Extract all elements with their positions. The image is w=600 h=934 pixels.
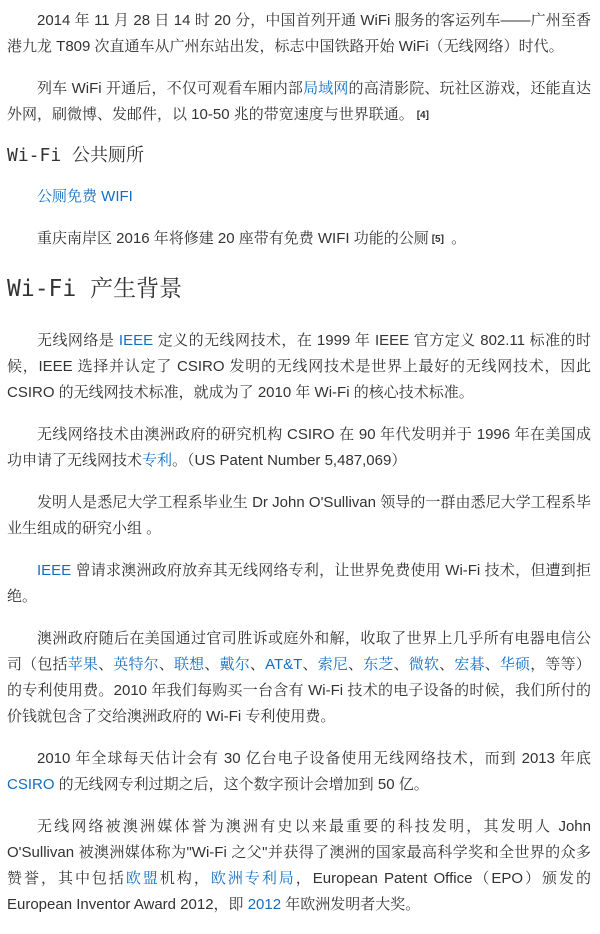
text-run: 、 bbox=[204, 656, 220, 673]
inline-link[interactable]: IEEE bbox=[37, 562, 72, 579]
inline-link[interactable]: 英特尔 bbox=[113, 656, 159, 673]
paragraph-free-wifi-toilet-link bbox=[7, 184, 591, 210]
text-run: 、 bbox=[439, 656, 455, 673]
text-run: 年欧洲发明者大奖。 bbox=[281, 896, 421, 913]
text-run: 澳洲政府随后在美国通过官司胜诉或庭外和解，收取了世界上几乎所有电器电信公司（包括 bbox=[7, 630, 591, 673]
text-run: 、 bbox=[249, 656, 266, 673]
inline-link[interactable]: 2012 bbox=[247, 896, 282, 913]
paragraph-patent-royalties bbox=[7, 626, 591, 730]
inline-link[interactable]: AT&T bbox=[265, 656, 303, 673]
paragraph-csiro-patent bbox=[7, 422, 591, 474]
inline-link[interactable]: 联想 bbox=[174, 656, 205, 673]
text-run: 2014 年 11 月 28 日 14 时 20 分，中国首列开通 WiFi 服务的客运列车——广州至香港九龙 T809 次直通车从广州东站出发，标志中国铁路开始 WiFi（无线网络）时代。 bbox=[7, 12, 591, 55]
section-heading-wifi-background: Wi-Fi 产生背景 bbox=[7, 276, 183, 302]
paragraph-awards bbox=[7, 814, 591, 918]
inline-link[interactable]: 欧盟 bbox=[125, 870, 160, 887]
inline-link[interactable]: 专利 bbox=[142, 452, 173, 469]
text-run: 无线网络是 bbox=[37, 332, 119, 349]
text-run: 、 bbox=[348, 656, 364, 673]
inline-link[interactable]: 华硕 bbox=[499, 656, 531, 673]
text-run: ，European Patent Office（EPO）颁发的 European Inventor Award 2012，即 bbox=[7, 870, 591, 913]
text-run: 、 bbox=[98, 656, 114, 673]
inline-link[interactable]: 宏碁 bbox=[454, 656, 485, 673]
inline-link[interactable]: 戴尔 bbox=[219, 656, 250, 673]
section-heading-wifi-public-toilet: Wi-Fi 公共厕所 bbox=[7, 145, 145, 166]
inline-link[interactable]: IEEE bbox=[118, 332, 154, 349]
text-run: 、 bbox=[302, 656, 318, 673]
text-run: 的高清影院、玩社区游戏，还能直达外网，刷微博、发邮件，以 10-50 兆的带宽速度与世界联通。 bbox=[7, 80, 591, 123]
text-run: ，等等）的专利使用费。2010 年我们每购买一台含有 Wi-Fi 技术的电子设备的时候，我们所付的价钱就包含了交给澳洲政府的 Wi-Fi 专利使用费。 bbox=[7, 656, 591, 725]
inline-link[interactable]: 公厕免费 WIFI bbox=[37, 188, 133, 205]
inline-link[interactable]: 局域网 bbox=[303, 80, 349, 97]
paragraph-train-wifi-features bbox=[7, 76, 591, 128]
text-run: 无线网络技术由澳洲政府的研究机构 CSIRO 在 90 年代发明并于 1996 年在美国成功申请了无线网技术 bbox=[7, 426, 591, 469]
text-run: 、 bbox=[484, 656, 500, 673]
text-run: 2010 年全球每天估计会有 30 亿台电子设备使用无线网络技术，而到 2013 年底 bbox=[37, 750, 591, 767]
paragraph-train-wifi-launch bbox=[7, 8, 591, 60]
text-run: 、 bbox=[158, 656, 174, 673]
text-run: 机构， bbox=[159, 870, 211, 887]
paragraph-chongqing-toilets bbox=[7, 226, 591, 252]
inline-link[interactable]: CSIRO bbox=[7, 776, 55, 793]
text-run: 重庆南岸区 2016 年将修建 20 座带有免费 WIFI 功能的公厕 bbox=[37, 230, 429, 247]
paragraph-device-count bbox=[7, 746, 591, 798]
inline-link[interactable]: 微软 bbox=[408, 656, 440, 673]
inline-link[interactable]: 东芝 bbox=[363, 656, 394, 673]
reference-marker[interactable]: [4] bbox=[416, 110, 429, 121]
text-run: 曾请求澳洲政府放弃其无线网络专利，让世界免费使用 Wi-Fi 技术，但遭到拒绝。 bbox=[7, 562, 591, 605]
paragraph-ieee-request bbox=[7, 558, 591, 610]
text-run: 发明人是悉尼大学工程系毕业生 Dr John O'Sullivan 领导的一群由悉尼大学工程系毕业生组成的研究小组 。 bbox=[7, 494, 591, 537]
text-run: 无线网络被澳洲媒体誉为澳洲有史以来最重要的科技发明，其发明人 John O'Sullivan 被澳洲媒体称为"Wi-Fi 之父"并获得了澳洲的国家最高科学奖和全世界的众多赞誉，其中包括 bbox=[7, 818, 591, 887]
text-run: 、 bbox=[393, 656, 409, 673]
paragraph-ieee-standard bbox=[7, 328, 591, 406]
inline-link[interactable]: 欧洲专利局 bbox=[210, 870, 296, 887]
paragraph-inventor bbox=[7, 490, 591, 542]
text-run: 列车 WiFi 开通后，不仅可观看车厢内部 bbox=[37, 80, 304, 97]
text-run: 的无线网专利过期之后，这个数字预计会增加到 50 亿。 bbox=[54, 776, 429, 793]
text-run: 。 bbox=[446, 230, 467, 247]
inline-link[interactable]: 苹果 bbox=[67, 656, 99, 673]
inline-link[interactable]: 索尼 bbox=[317, 656, 349, 673]
text-run: 定义的无线网技术，在 1999 年 IEEE 官方定义 802.11 标准的时候，IEEE 选择并认定了 CSIRO 发明的无线网技术是世界上最好的无线网技术，因此 CSIRO 的无线网技术标准，就成为了 2010 年 Wi-Fi 的核心技术标准。 bbox=[7, 332, 591, 401]
text-run: 。（US Patent Number 5,487,069） bbox=[172, 452, 407, 469]
reference-marker[interactable]: [5] bbox=[431, 234, 444, 245]
